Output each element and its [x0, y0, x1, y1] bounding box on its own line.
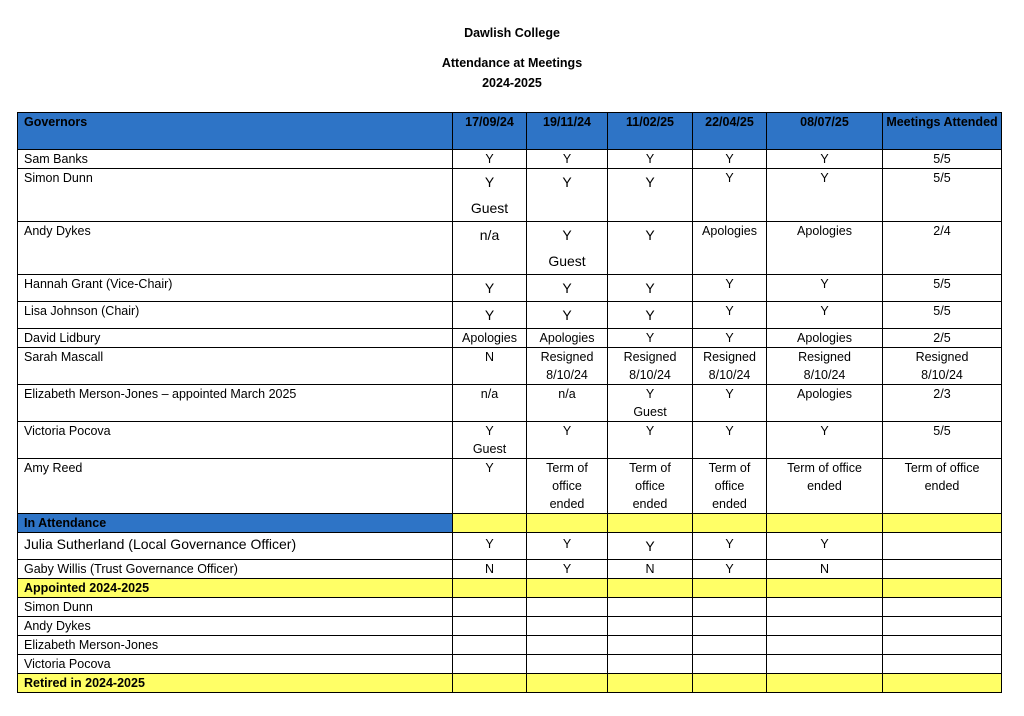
- table-cell: Y: [608, 150, 693, 169]
- table-cell: 2/3: [883, 385, 1002, 422]
- table-cell: Y: [453, 302, 527, 329]
- table-cell: Y: [527, 560, 608, 579]
- table-cell: Y: [453, 150, 527, 169]
- table-cell: Y: [527, 533, 608, 560]
- table-cell: Y: [608, 329, 693, 348]
- table-cell: Resigned 8/10/24: [883, 348, 1002, 385]
- table-cell: 5/5: [883, 275, 1002, 302]
- table-cell: Y: [693, 560, 767, 579]
- table-cell: Apologies: [767, 222, 883, 275]
- table-cell: Y: [693, 385, 767, 422]
- appointed-name: Simon Dunn: [18, 598, 453, 617]
- table-cell: Y: [608, 169, 693, 222]
- attendance-table: [17, 112, 1002, 693]
- table-row: [18, 598, 1002, 617]
- table-cell: Apologies: [693, 222, 767, 275]
- governor-name: Elizabeth Merson-Jones – appointed March 2025: [18, 385, 453, 422]
- table-cell: Term of office ended: [693, 459, 767, 514]
- table-cell: [883, 533, 1002, 560]
- table-cell: Y: [453, 459, 527, 514]
- table-cell: Y: [608, 533, 693, 560]
- table-cell: Apologies: [527, 329, 608, 348]
- table-row: [18, 560, 1002, 579]
- table-row: [18, 459, 1002, 514]
- table-row: [18, 617, 1002, 636]
- table-cell: Y: [608, 222, 693, 275]
- column-header: 11/02/25: [608, 113, 693, 150]
- table-row: [18, 169, 1002, 222]
- table-cell: Apologies: [767, 329, 883, 348]
- governor-name: Amy Reed: [18, 459, 453, 514]
- table-cell: 2/5: [883, 329, 1002, 348]
- table-row: [18, 385, 1002, 422]
- table-cell: Apologies: [767, 385, 883, 422]
- table-cell: Apologies: [453, 329, 527, 348]
- table-row: [18, 275, 1002, 302]
- column-header: 08/07/25: [767, 113, 883, 150]
- table-cell: Y Guest: [453, 169, 527, 222]
- header-row: [18, 113, 1002, 150]
- table-cell: 2/4: [883, 222, 1002, 275]
- section-header-retired: [18, 674, 1002, 693]
- document-heading: Attendance at Meetings: [441, 56, 583, 70]
- table-cell: N: [453, 560, 527, 579]
- table-cell: 5/5: [883, 169, 1002, 222]
- table-cell: Y: [608, 302, 693, 329]
- table-row: [18, 222, 1002, 275]
- table-cell: Resigned 8/10/24: [608, 348, 693, 385]
- column-header: 22/04/25: [693, 113, 767, 150]
- table-cell: Y: [527, 422, 608, 459]
- table-cell: Y: [767, 150, 883, 169]
- governor-name: Hannah Grant (Vice-Chair): [18, 275, 453, 302]
- table-cell: Y: [767, 169, 883, 222]
- table-cell: Y: [453, 275, 527, 302]
- table-cell: Term of office ended: [527, 459, 608, 514]
- table-cell: n/a: [527, 385, 608, 422]
- attendee-name: Gaby Willis (Trust Governance Officer): [18, 560, 453, 579]
- table-cell: Y: [767, 302, 883, 329]
- table-cell: N: [767, 560, 883, 579]
- table-cell: Y: [527, 150, 608, 169]
- column-header: 19/11/24: [527, 113, 608, 150]
- table-cell: Y: [527, 275, 608, 302]
- governor-name: Simon Dunn: [18, 169, 453, 222]
- table-cell: Y Guest: [453, 422, 527, 459]
- appointed-name: Victoria Pocova: [18, 655, 453, 674]
- table-cell: Y: [693, 150, 767, 169]
- section-label: In Attendance: [18, 514, 453, 533]
- table-cell: n/a: [453, 222, 527, 275]
- table-cell: Y: [693, 275, 767, 302]
- section-header-appointed: [18, 579, 1002, 598]
- academic-year: 2024-2025: [482, 76, 542, 90]
- table-row: [18, 302, 1002, 329]
- governor-name: Victoria Pocova: [18, 422, 453, 459]
- table-row: [18, 533, 1002, 560]
- table-cell: Resigned 8/10/24: [767, 348, 883, 385]
- table-cell: [883, 560, 1002, 579]
- table-cell: Term of office ended: [883, 459, 1002, 514]
- table-row: [18, 636, 1002, 655]
- table-cell: Y: [693, 329, 767, 348]
- table-cell: Y: [693, 422, 767, 459]
- table-cell: Y: [693, 169, 767, 222]
- table-cell: Y: [767, 422, 883, 459]
- appointed-name: Andy Dykes: [18, 617, 453, 636]
- column-header: Meetings Attended: [883, 113, 1002, 150]
- table-cell: Y: [608, 275, 693, 302]
- table-cell: Y: [527, 302, 608, 329]
- appointed-name: Elizabeth Merson-Jones: [18, 636, 453, 655]
- column-header: 17/09/24: [453, 113, 527, 150]
- governor-name: Lisa Johnson (Chair): [18, 302, 453, 329]
- table-cell: N: [453, 348, 527, 385]
- section-label: Retired in 2024-2025: [18, 674, 453, 693]
- table-row: [18, 329, 1002, 348]
- governor-name: David Lidbury: [18, 329, 453, 348]
- table-row: [18, 150, 1002, 169]
- governor-name: Sam Banks: [18, 150, 453, 169]
- table-cell: Resigned 8/10/24: [693, 348, 767, 385]
- table-cell: 5/5: [883, 302, 1002, 329]
- table-cell: Y Guest: [527, 222, 608, 275]
- table-cell: Term of office ended: [767, 459, 883, 514]
- governor-name: Sarah Mascall: [18, 348, 453, 385]
- table-cell: Term of office ended: [608, 459, 693, 514]
- table-cell: Resigned 8/10/24: [527, 348, 608, 385]
- table-cell: Y: [453, 533, 527, 560]
- table-cell: n/a: [453, 385, 527, 422]
- table-row: [18, 348, 1002, 385]
- table-cell: Y: [608, 422, 693, 459]
- section-header-in-attendance: [18, 514, 1002, 533]
- column-header: Governors: [18, 113, 453, 150]
- attendee-name: Julia Sutherland (Local Governance Officer): [18, 533, 453, 560]
- table-row: [18, 422, 1002, 459]
- table-cell: Y: [767, 533, 883, 560]
- table-row: [18, 655, 1002, 674]
- table-cell: Y Guest: [608, 385, 693, 422]
- table-cell: 5/5: [883, 150, 1002, 169]
- section-label: Appointed 2024-2025: [18, 579, 453, 598]
- college-name: Dawlish College: [464, 26, 560, 40]
- table-cell: 5/5: [883, 422, 1002, 459]
- table-cell: Y: [527, 169, 608, 222]
- table-cell: Y: [693, 302, 767, 329]
- table-cell: Y: [767, 275, 883, 302]
- table-cell: Y: [693, 533, 767, 560]
- table-cell: N: [608, 560, 693, 579]
- governor-name: Andy Dykes: [18, 222, 453, 275]
